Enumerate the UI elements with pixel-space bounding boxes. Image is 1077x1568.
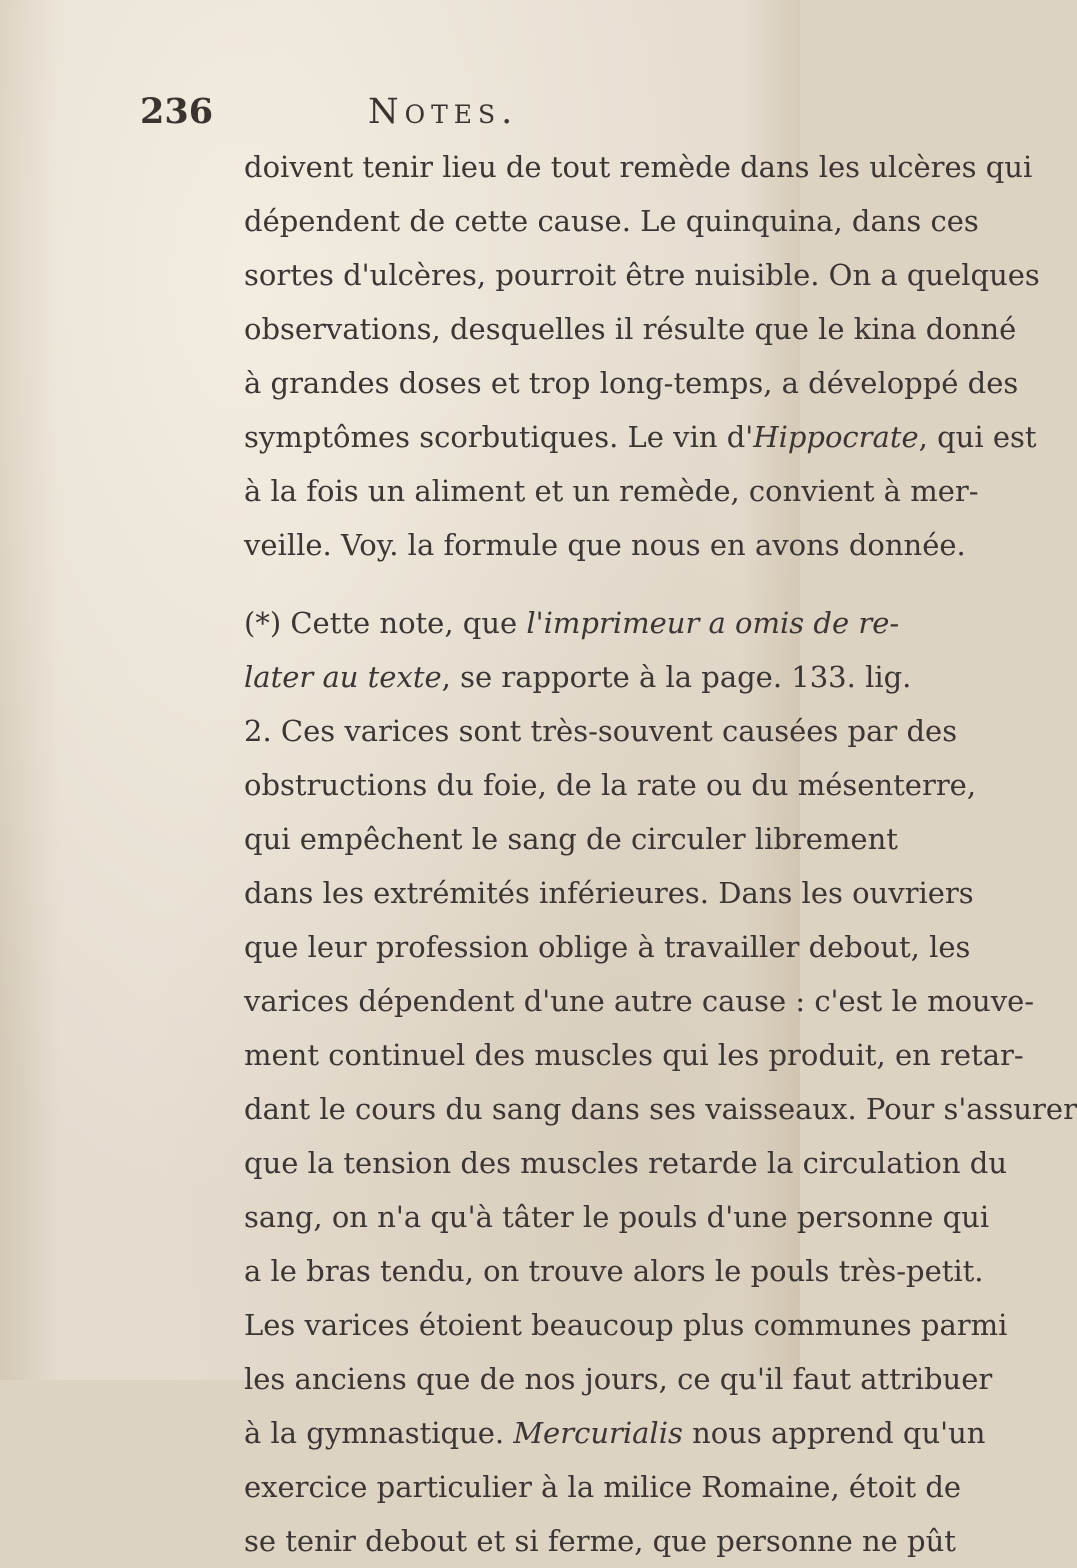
italic-name: Mercurialis bbox=[513, 1416, 683, 1450]
text-line: à la fois un aliment et un remède, convient à mer- bbox=[244, 474, 979, 508]
text-line: doivent tenir lieu de tout remède dans les ulcères qui bbox=[244, 150, 1033, 184]
text-line: sortes d'ulcères, pourroit être nuisible. On a quelques bbox=[244, 258, 1040, 292]
text-line: que leur profession oblige à travailler debout, les bbox=[244, 930, 971, 964]
text-line: se tenir debout et si ferme, que personne ne pût bbox=[244, 1524, 956, 1558]
text-run: (*) Cette note, que bbox=[244, 606, 527, 640]
text-line: dépendent de cette cause. Le quinquina, dans ces bbox=[244, 204, 979, 238]
text-line: veille. Voy. la formule que nous en avons donnée. bbox=[244, 528, 966, 562]
text-line: que la tension des muscles retarde la circulation du bbox=[244, 1146, 1008, 1180]
text-line: varices dépendent d'une autre cause : c'est le mouve- bbox=[244, 984, 1035, 1018]
text-line: obstructions du foie, de la rate ou du mésenterre, bbox=[244, 768, 977, 802]
running-head: Notes. bbox=[368, 92, 519, 132]
text-line: exercice particulier à la milice Romaine, étoit de bbox=[244, 1470, 962, 1504]
text-run: symptômes scorbutiques. Le vin d' bbox=[244, 420, 754, 454]
text-run: , qui est bbox=[918, 420, 1037, 454]
paragraph-gap bbox=[244, 572, 764, 596]
page-number: 236 bbox=[140, 91, 214, 132]
text-line bbox=[244, 410, 1037, 464]
text-line bbox=[244, 650, 912, 704]
text-line: ment continuel des muscles qui les produit, en retar- bbox=[244, 1038, 1024, 1072]
page-header bbox=[140, 92, 780, 140]
italic-name: Hippocrate bbox=[753, 420, 919, 454]
text-line bbox=[244, 1406, 986, 1460]
italic-phrase: later au texte bbox=[244, 660, 442, 694]
text-run: à la gymnastique. bbox=[244, 1416, 514, 1450]
text-line bbox=[244, 596, 900, 650]
text-run: nous apprend qu'un bbox=[682, 1416, 986, 1450]
text-line: qui empêchent le sang de circuler librement bbox=[244, 822, 898, 856]
text-line: Les varices étoient beaucoup plus communes parmi bbox=[244, 1308, 1008, 1342]
text-line: les anciens que de nos jours, ce qu'il faut attribuer bbox=[244, 1362, 993, 1396]
text-line: sang, on n'a qu'à tâter le pouls d'une personne qui bbox=[244, 1200, 990, 1234]
text-run: , se rapporte à la page. 133. lig. bbox=[441, 660, 912, 694]
text-line: observations, desquelles il résulte que le kina donné bbox=[244, 312, 1017, 346]
italic-phrase: l'imprimeur a omis de re- bbox=[526, 606, 900, 640]
body-text bbox=[244, 140, 1077, 1568]
text-line: 2. Ces varices sont très-souvent causées par des bbox=[244, 714, 958, 748]
text-line: à grandes doses et trop long-temps, a développé des bbox=[244, 366, 1019, 400]
text-line: a le bras tendu, on trouve alors le pouls très-petit. bbox=[244, 1254, 984, 1288]
text-line: dant le cours du sang dans ses vaisseaux. Pour s'assurer bbox=[244, 1092, 1077, 1126]
text-line: dans les extrémités inférieures. Dans les ouvriers bbox=[244, 876, 974, 910]
